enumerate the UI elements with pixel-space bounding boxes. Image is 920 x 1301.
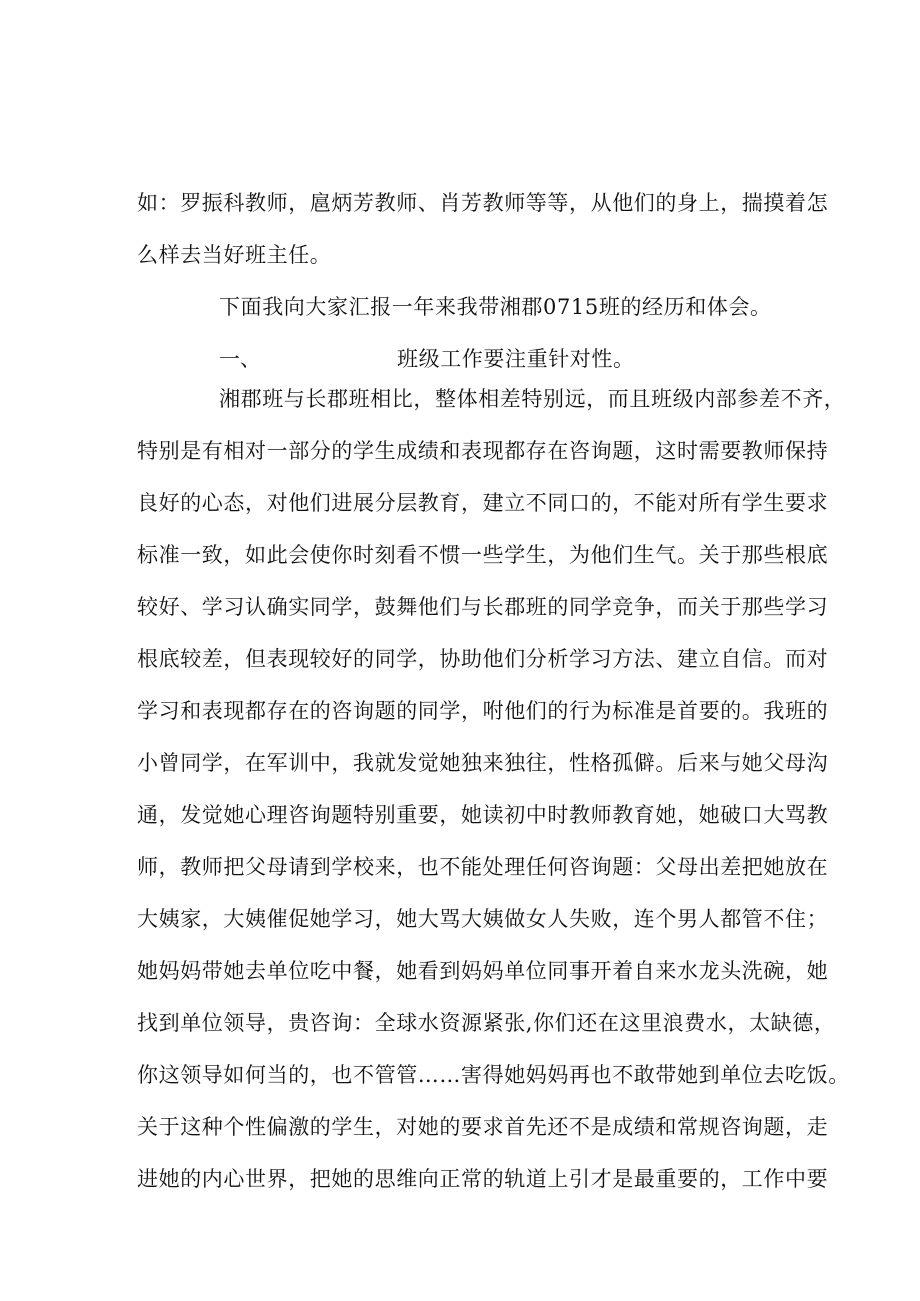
paragraph-line: 小曾同学，在军训中，我就发觉她独来独往，性格孤僻。后来与她父母沟 bbox=[137, 751, 829, 775]
paragraph-line: 关于这种个性偏激的学生，对她的要求首先还不是成绩和常规咨询题，走 bbox=[137, 1115, 829, 1139]
paragraph-line: 较好、学习认确实同学，鼓舞他们与长郡班的同学竞争，而关于那些学习 bbox=[137, 595, 829, 619]
paragraph-line: 大姨家，大姨催促她学习，她大骂大姨做女人失败，连个男人都管不住； bbox=[137, 907, 829, 931]
section-title: 班级工作要注重针对性。 bbox=[397, 347, 635, 371]
paragraph-line: 通，发觉她心理咨询题特别重要，她读初中时教师教育她，她破口大骂教 bbox=[137, 803, 829, 827]
paragraph-line: 进她的内心世界，把她的思维向正常的轨道上引才是最重要的，工作中要 bbox=[137, 1167, 829, 1191]
paragraph-line: 学习和表现都存在的咨询题的同学，咐他们的行为标准是首要的。我班的 bbox=[137, 699, 829, 723]
paragraph-line: 特别是有相对一部分的学生成绩和表现都存在咨询题，这时需要教师保持 bbox=[137, 439, 829, 463]
paragraph-line: 她妈妈带她去单位吃中餐，她看到妈妈单位同事开着自来水龙头洗碗，她 bbox=[137, 959, 829, 983]
section-number: 一、 bbox=[219, 347, 261, 371]
paragraph-line: 你这领导如何当的，也不管管……害得她妈妈再也不敢带她到单位去吃饭。 bbox=[137, 1063, 850, 1087]
paragraph-line: 师，教师把父母请到学校来，也不能处理任何咨询题：父母出差把她放在 bbox=[137, 855, 829, 879]
paragraph-line: 找到单位领导，贵咨询：全球水资源紧张,你们还在这里浪费水，太缺德， bbox=[137, 1011, 836, 1035]
paragraph-line: 标准一致，如此会使你时刻看不惯一些学生，为他们生气。关于那些根底 bbox=[137, 543, 829, 567]
paragraph-line: 湘郡班与长郡班相比，整体相差特别远，而且班级内部参差不齐， bbox=[219, 387, 846, 411]
paragraph-line: 如：罗振科教师，扈炳芳教师、肖芳教师等等，从他们的身上，揣摸着怎 bbox=[137, 191, 829, 215]
paragraph-line: 么样去当好班主任。 bbox=[137, 243, 332, 267]
paragraph-line: 良好的心态，对他们进展分层教育，建立不同口的，不能对所有学生要求 bbox=[137, 491, 829, 515]
paragraph-line: 根底较差，但表现较好的同学，协助他们分析学习方法、建立自信。而对 bbox=[137, 647, 829, 671]
paragraph-line: 下面我向大家汇报一年来我带湘郡0715班的经历和体会。 bbox=[219, 295, 772, 319]
